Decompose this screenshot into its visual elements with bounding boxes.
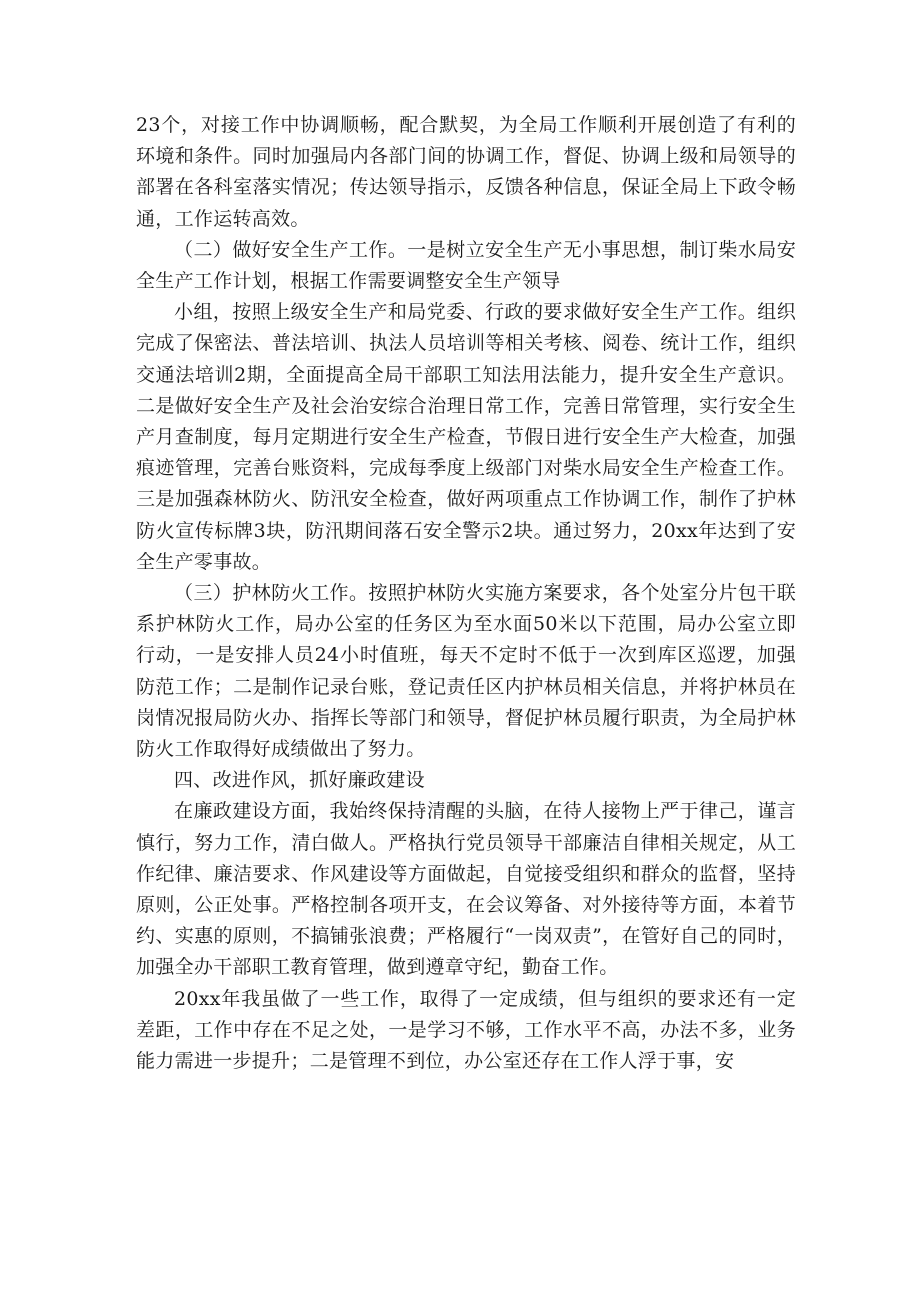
paragraph-safety-production-detail: 小组，按照上级安全生产和局党委、行政的要求做好安全生产工作。组织完成了保密法、普法培训、执法人员培训等相关考核、阅卷、统计工作，组织交通法培训2期，全面提高全局干部职工知法用法能力，提升安全生产意识。二是做好安全生产及社会治安综合治理日常工作，完善日常管理，实行安全生产月查制度，每月定期进行安全生产检查，节假日进行安全生产大检查，加强痕迹管理，完善台账资料，完成每季度上级部门对柴水局安全生产检查工作。三是加强森林防火、防汛安全检查，做好两项重点工作协调工作，制作了护林防火宣传标牌3块，防汛期间落石安全警示2块。通过努力，20xx年达到了安全生产零事故。 <box>136 301 796 573</box>
paragraph-integrity-building: 在廉政建设方面，我始终保持清醒的头脑，在待人接物上严于律己，谨言慎行，努力工作，清白做人。严格执行党员领导干部廉洁自律相关规定，从工作纪律、廉洁要求、作风建设等方面做起，自觉接受组织和群众的监督，坚持原则，公正处事。严格控制各项开支，在会议筹备、对外接待等方面，本着节约、实惠的原则，不搞铺张浪费；严格履行“一岗双责”，在管好自己的同时，加强全办干部职工教育管理，做到遵章守纪，勤奋工作。 <box>136 800 796 979</box>
paragraph-coordination: 23个，对接工作中协调顺畅，配合默契，为全局工作顺利开展创造了有利的环境和条件。同时加强局内各部门间的协调工作，督促、协调上级和局领导的部署在各科室落实情况；传达领导指示，反馈各种信息，保证全局上下政令畅通，工作运转高效。 <box>136 114 796 230</box>
paragraph-forest-fire-prevention: （三）护林防火工作。按照护林防火实施方案要求，各个处室分片包干联系护林防火工作，局办公室的任务区为至水面50米以下范围，局办公室立即行动，一是安排人员24小时值班，每天不定时不低于一次到库区巡逻，加强防范工作；二是制作记录台账，登记责任区内护林员相关信息，并将护林员在岗情况报局防火办、指挥长等部门和领导，督促护林员履行职责，为全局护林防火工作取得好成绩做出了努力。 <box>136 582 796 761</box>
section-heading-integrity: 四、改进作风，抓好廉政建设 <box>174 769 425 792</box>
document-body <box>136 110 796 1077</box>
paragraph-safety-production-intro: （二）做好安全生产工作。一是树立安全生产无小事思想，制订柴水局安全生产工作计划，根据工作需要调整安全生产领导 <box>136 238 796 293</box>
paragraph-shortcomings: 20xx年我虽做了一些工作，取得了一定成绩，但与组织的要求还有一定差距，工作中存在不足之处，一是学习不够，工作水平不高，办法不多，业务能力需进一步提升；二是管理不到位，办公室还存在工作人浮于事，安 <box>136 987 796 1073</box>
